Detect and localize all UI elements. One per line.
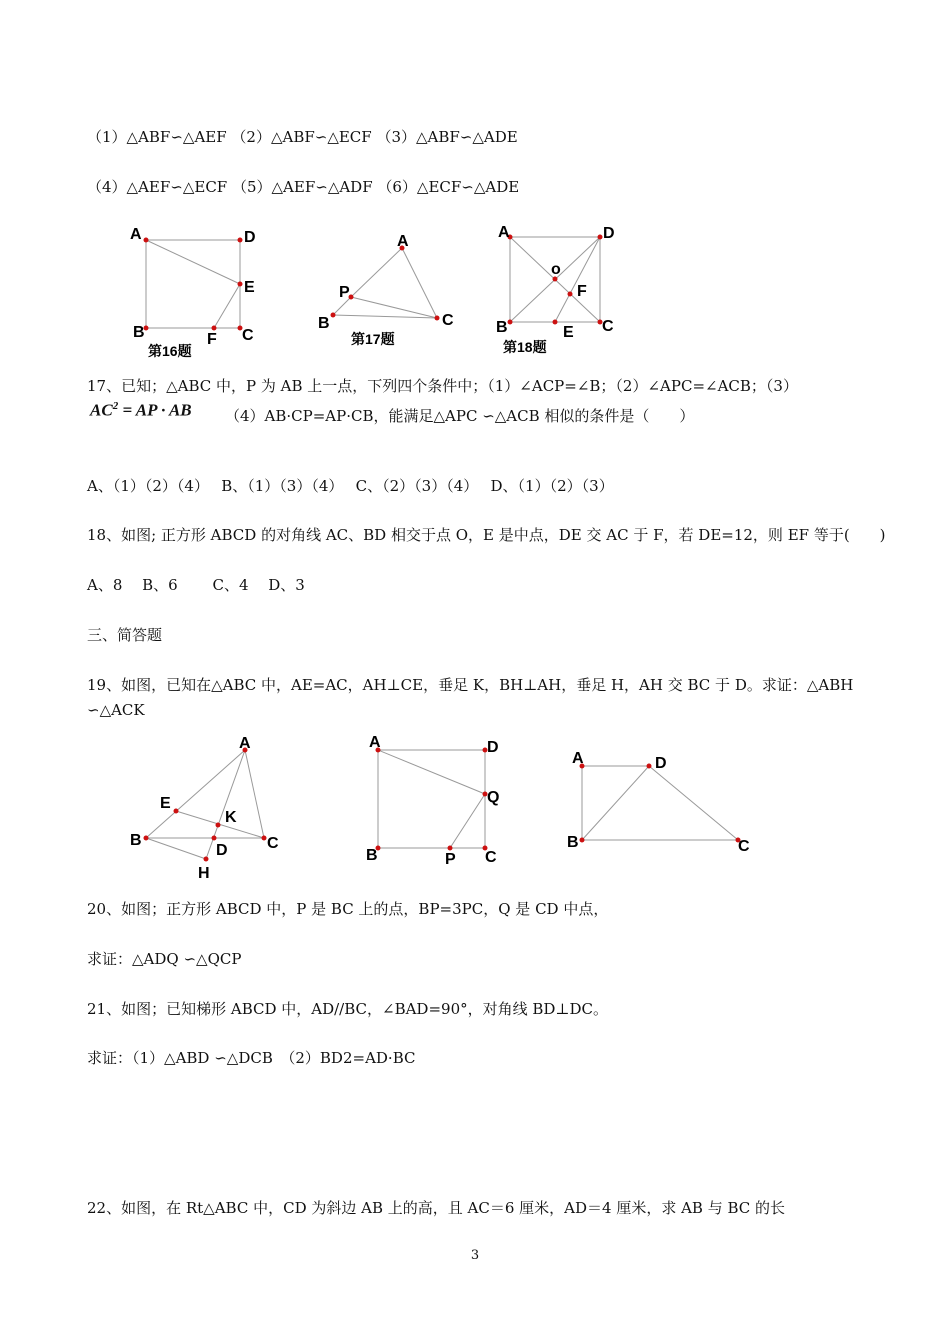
figure-20 bbox=[366, 734, 499, 868]
label-A: A bbox=[369, 734, 381, 751]
label-E: E bbox=[244, 279, 255, 296]
formula-rest: = AP · AB bbox=[118, 400, 192, 420]
label-A: A bbox=[397, 233, 409, 250]
page-number: 3 bbox=[470, 1248, 480, 1263]
label-C: C bbox=[267, 835, 279, 852]
figure-16-caption: 第16题 bbox=[148, 343, 192, 359]
figures-16-17-18 bbox=[125, 220, 645, 365]
section-heading: 三、简答题 bbox=[87, 626, 163, 644]
label-F: F bbox=[577, 283, 587, 300]
question-17-options: A、（1）（2）（4） B、（1）（3）（4） C、（2）（3）（4） D、（1）（2）（3） bbox=[87, 477, 614, 495]
question-21-line-2: 求证：（1）△ABD ∽△DCB （2）BD2=AD·BC bbox=[87, 1049, 416, 1067]
label-A: A bbox=[239, 735, 251, 752]
label-A: A bbox=[130, 226, 142, 243]
label-D: D bbox=[487, 739, 499, 756]
label-P: P bbox=[339, 284, 350, 301]
question-22: 22、如图，在 Rt△ABC 中，CD 为斜边 AB 上的高，且 AC＝6 厘米，AD＝4 厘米，求 AB 与 BC 的长 bbox=[87, 1199, 786, 1217]
formula-ac2-ap-ab bbox=[90, 400, 192, 421]
figure-19 bbox=[130, 735, 279, 882]
figures-19-20-21 bbox=[125, 730, 765, 885]
label-D: D bbox=[244, 229, 256, 246]
figure-21 bbox=[567, 750, 750, 855]
label-C: C bbox=[442, 312, 454, 329]
label-B: B bbox=[130, 832, 142, 849]
label-F: F bbox=[207, 331, 217, 348]
figure-17-caption: 第17题 bbox=[351, 331, 395, 347]
prev-options-line-1: （1）△ABF∽△AEF （2）△ABF∽△ECF （3）△ABF∽△ADE bbox=[87, 128, 518, 146]
label-E: E bbox=[160, 795, 171, 812]
label-B: B bbox=[366, 847, 378, 864]
question-19-line-2: ∽△ACK bbox=[87, 701, 145, 719]
question-17-line-1: 17、已知；△ABC 中，P 为 AB 上一点，下列四个条件中；（1）∠ACP=∠B；（2）∠APC=∠ACB；（3） bbox=[87, 377, 798, 395]
label-P: P bbox=[445, 851, 456, 868]
figure-17 bbox=[318, 233, 454, 347]
formula-exponent: 2 bbox=[112, 400, 119, 412]
question-20-line-2: 求证：△ADQ ∽△QCP bbox=[87, 950, 242, 968]
label-C: C bbox=[738, 838, 750, 855]
label-B: B bbox=[318, 315, 330, 332]
question-21-line-1: 21、如图；已知梯形 ABCD 中，AD//BC，∠BAD=90°，对角线 BD⊥DC。 bbox=[87, 1000, 609, 1018]
label-D: D bbox=[216, 842, 228, 859]
figure-16 bbox=[130, 226, 256, 359]
label-O: o bbox=[551, 261, 561, 278]
question-17-line-2: （4）AB·CP=AP·CB，能满足△APC ∽△ACB 相似的条件是（ ） bbox=[225, 407, 695, 425]
label-Q: Q bbox=[487, 789, 500, 806]
label-C: C bbox=[485, 849, 497, 866]
label-D: D bbox=[655, 755, 667, 772]
question-18-options: A、8 B、6 C、4 D、3 bbox=[87, 576, 305, 594]
formula-base: AC bbox=[90, 400, 113, 420]
label-A: A bbox=[572, 750, 584, 767]
label-A: A bbox=[498, 224, 510, 241]
question-18: 18、如图; 正方形 ABCD 的对角线 AC、BD 相交于点 O，E 是中点，DE 交 AC 于 F，若 DE=12，则 EF 等于( ) bbox=[87, 526, 886, 544]
question-19-line-1: 19、如图，已知在△ABC 中，AE=AC，AH⊥CE，垂足 K，BH⊥AH，垂足 H，AH 交 BC 于 D。求证：△ABH bbox=[87, 676, 854, 694]
label-B: B bbox=[567, 834, 579, 851]
figure-18-caption: 第18题 bbox=[503, 339, 547, 355]
label-H: H bbox=[198, 865, 210, 882]
label-D: D bbox=[603, 225, 615, 242]
label-B: B bbox=[496, 319, 508, 336]
question-20-line-1: 20、如图；正方形 ABCD 中，P 是 BC 上的点，BP=3PC，Q 是 CD 中点， bbox=[87, 900, 609, 918]
prev-options-line-2: （4）△AEF∽△ECF （5）△AEF∽△ADF （6）△ECF∽△ADE bbox=[87, 178, 520, 196]
label-K: K bbox=[225, 809, 237, 826]
label-C: C bbox=[242, 327, 254, 344]
figure-18 bbox=[496, 224, 615, 355]
label-B: B bbox=[133, 324, 145, 341]
label-C: C bbox=[602, 318, 614, 335]
label-E: E bbox=[563, 324, 574, 341]
